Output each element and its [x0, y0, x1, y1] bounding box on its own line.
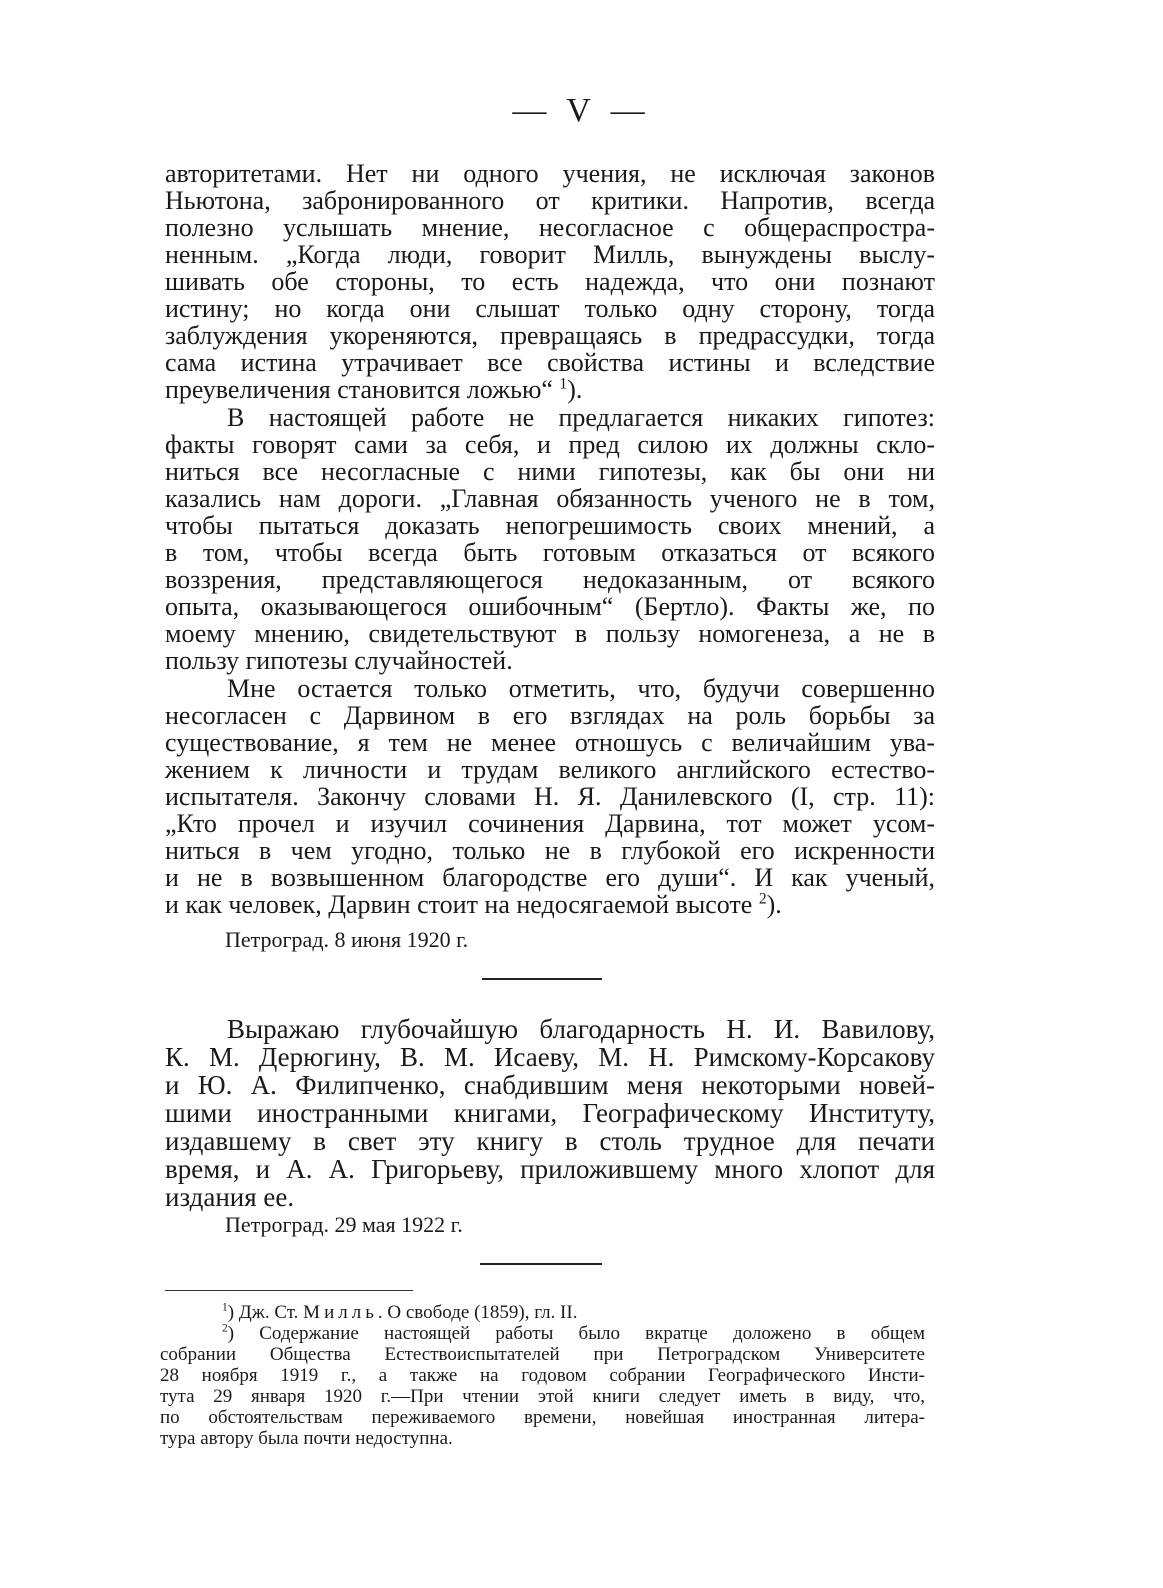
text-line: К. М. Дерюгину, В. М. Исаеву, М. Н. Римскому-Корсакову [165, 1042, 935, 1072]
text-line: заблуждения укореняются, превращаясь в предрассудки, тогда [165, 321, 935, 350]
text-line: время, и А. А. Григорьеву, приложившему много хлопот для [165, 1154, 935, 1184]
footnote-2-line: тута 29 января 1920 г.—При чтении этой книги следует иметь в виду, что, [160, 1386, 925, 1407]
footnote-2-line: 28 ноября 1919 г., а также на годовом собрании Географического Инсти- [160, 1365, 925, 1386]
text-line: Выражаю глубочайшую благодарность Н. И. Вавилову, [227, 1014, 935, 1044]
text-line: шими иностранными книгами, Географическому Институту, [165, 1098, 935, 1128]
section-divider [482, 978, 602, 980]
text-line: казались нам дороги. „Главная обязанность ученого не в том, [165, 484, 935, 513]
text-line: полезно услышать мнение, несогласное с общераспростра- [165, 213, 935, 242]
footnote-marker: 1 [222, 1301, 228, 1314]
text-line: пользу гипотезы случайностей. [165, 646, 513, 675]
footnote-marker: 1 [559, 375, 568, 393]
text-line: воззрения, представляющегося недоказанным, от всякого [165, 565, 935, 594]
signature-date-1920: Петроград. 8 июня 1920 г. [225, 927, 469, 952]
acknowledgement-paragraph [165, 1015, 935, 1211]
text-line: существование, я тем не менее отношусь с величайшим ува- [165, 728, 935, 757]
text-line: ниться в чем угодно, только не в глубокой его искренности [165, 836, 935, 865]
author-name: Милль [303, 1302, 378, 1323]
text-segment: ). [567, 375, 583, 404]
text-line: шивать обе стороны, то есть надежда, что они познают [165, 267, 935, 296]
text-line: издания ее. [165, 1182, 295, 1212]
footnote-separator [165, 1290, 413, 1291]
footnote-2-line: по обстоятельствам переживаемого времени, новейшая иностранная литера- [160, 1407, 925, 1428]
text-line: испытателя. Закончу словами Н. Я. Данилевского (I, стр. 11): [165, 782, 935, 811]
text-line: „Кто прочел и изучил сочинения Дарвина, тот может усом- [165, 809, 935, 838]
text-line: опыта, оказывающегося ошибочным“ (Бертло). Факты же, по [165, 592, 935, 621]
footnote-2-line: собрании Общества Естествоиспытателей при Петроградском Университете [160, 1344, 925, 1365]
text-segment: . О свободе (1859), гл. II. [377, 1302, 578, 1323]
page-number: — V — [512, 92, 651, 129]
text-line: авторитетами. Нет ни одного учения, не исключая законов [165, 159, 935, 188]
text-line: ненным. „Когда люди, говорит Милль, вынуждены выслу- [165, 240, 935, 269]
footnote-1 [160, 1302, 925, 1323]
text-line: в том, чтобы всегда быть готовым отказаться от всякого [165, 538, 935, 567]
text-line [165, 891, 935, 918]
footnote-marker: 2 [758, 890, 767, 908]
text-line: истину; но когда они слышат только одну сторону, тогда [165, 294, 935, 323]
text-line: моему мнению, свидетельствуют в пользу номогенеза, а не в [165, 619, 935, 648]
text-line [165, 376, 935, 403]
text-line: чтобы пытаться доказать непогрешимость своих мнений, а [165, 511, 935, 540]
paragraph-1 [165, 160, 935, 403]
text-segment: ) Содержание настоящей работы было вкратце доложено в общем [227, 1323, 925, 1344]
footnotes [160, 1302, 925, 1449]
text-line: сама истина утрачивает все свойства истины и вследствие [165, 348, 935, 377]
text-segment: ). [766, 890, 782, 919]
footnote-2-line: тура автору была почти недоступна. [160, 1428, 453, 1449]
paragraph-3 [165, 675, 935, 918]
text-line: несогласен с Дарвином в его взглядах на роль борьбы за [165, 701, 935, 730]
text-line: ниться все несогласные с ними гипотезы, как бы они ни [165, 457, 935, 486]
text-line: и Ю. А. Филипченко, снабдившим меня некоторыми новей- [165, 1070, 935, 1100]
text-line: факты говорят сами за себя, и пред силою их должны скло- [165, 430, 935, 459]
signature-date-1922: Петроград. 29 мая 1922 г. [225, 1212, 463, 1237]
footnote-marker: 2 [222, 1322, 228, 1335]
section-divider [480, 1263, 602, 1265]
text-line: жением к личности и трудам великого английского естество- [165, 755, 935, 784]
text-line: Ньютона, забронированного от критики. Напротив, всегда [165, 186, 935, 215]
text-segment: преувеличения становится ложью“ [165, 375, 553, 404]
paragraph-2 [165, 404, 935, 674]
text-segment: ) Дж. Ст. [227, 1302, 304, 1323]
footnote-2-line [160, 1323, 925, 1344]
text-segment: и как человек, Дарвин стоит на недосягаемой высоте [165, 890, 753, 919]
text-line: В настоящей работе не предлагается никаких гипотез: [227, 403, 935, 432]
text-line: Мне остается только отметить, что, будучи совершенно [227, 674, 935, 703]
text-line: издавшему в свет эту книгу в столь трудное для печати [165, 1126, 935, 1156]
text-line: и не в возвышенном благородстве его души“. И как ученый, [165, 863, 935, 892]
